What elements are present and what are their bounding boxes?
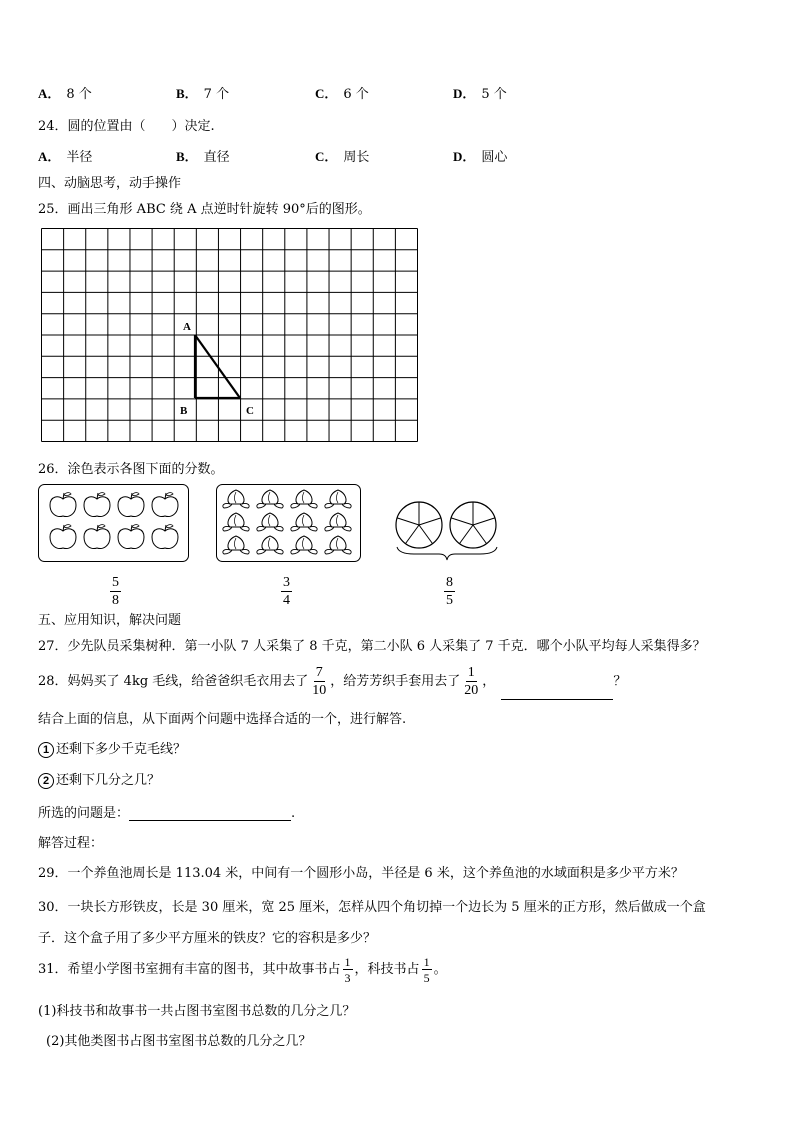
q28-solution-label: 解答过程： [38,836,104,851]
q31-stem: 31．希望小学图书室拥有丰富的图书，其中故事书占 $\frac{1}{3}$ ，科技书占 $\frac{1}{5}$ 。 [38,954,447,985]
q30-line-1: 30．一块长方形铁皮，长是 30 厘米，宽 25 厘米，怎样从四个角切掉一个边长为 5 厘米的正方形，然后做成一个盒 [38,900,706,915]
divided-circle [450,502,496,548]
apple-icon [152,525,178,549]
q23-option-a: A． 8 个 [38,86,92,102]
point-c-label: C [246,405,254,417]
triangle-side-ac [195,335,240,398]
q28-fraction-2: $\frac{1}{20}$ [464,664,479,698]
q30-line-2: 子．这个盒子用了多少平方厘米的铁皮？它的容积是多少？ [38,931,377,946]
q23-option-b: B． 7 个 [176,86,230,102]
q31-fraction-1: $\frac{1}{3}$ [344,954,351,985]
apple-icon [152,493,178,517]
q24-option-a: A． 半径 [38,149,93,165]
section-5-heading: 五、应用知识，解决问题 [38,613,182,628]
q29-text: 29．一个养鱼池周长是 113.04 米，中间有一个圆形小岛，半径是 6 米，这个养鱼池的水域面积是多少平方米？ [38,866,684,881]
peach-icon [291,490,317,508]
triangle-abc [195,335,240,398]
peach-icon [223,536,249,554]
q26-stem: 26．涂色表示各图下面的分数。 [38,462,224,477]
apple-icon [118,493,144,517]
rotation-grid [41,228,418,442]
q24-stem: 24．圆的位置由（ ）决定. [38,119,215,134]
fraction-apples: $\frac{5}{8}$ [112,575,119,608]
q23-option-c: C． 6 个 [315,86,369,102]
q31-sub-1: (1)科技书和故事书一共占图书室图书总数的几分之几？ [38,1004,356,1019]
peach-icon [257,513,283,531]
peach-box [216,484,361,562]
apple-icon [50,493,76,517]
peach-icon [257,536,283,554]
section-4-heading: 四、动脑思考，动手操作 [38,176,182,191]
q28-instruction: 结合上面的信息，从下面两个问题中选择合适的一个，进行解答. [38,712,407,727]
q28-selected: 所选的问题是： . [38,806,296,821]
q28-fraction-1: $\frac{7}{10}$ [312,664,327,698]
q28-selected-blank[interactable] [129,806,291,821]
q24-option-c: C． 周长 [315,149,370,165]
q24-option-b: B． 直径 [176,149,230,165]
q23-option-d: D． 5 个 [453,86,507,102]
q27-text: 27．少先队员采集树种．第一小队 7 人采集了 8 千克，第二小队 6 人采集了 7 千克．哪个小队平均每人采集得多？ [38,639,706,654]
q31-sub-2: (2)其他类图书占图书室图书总数的几分之几？ [46,1034,312,1049]
peach-icon [325,536,351,554]
q24-option-d: D． 圆心 [453,149,508,165]
divided-circle [396,502,442,548]
apple-icon [84,525,110,549]
fraction-peaches: $\frac{3}{4}$ [283,575,290,608]
peach-icon [291,536,317,554]
q31-fraction-2: $\frac{1}{5}$ [423,954,430,985]
peach-icon [325,490,351,508]
apple-icon [50,525,76,549]
q28-answer-blank[interactable] [501,685,613,700]
circle-pair [394,500,500,562]
peach-icon [325,513,351,531]
q28-choice-2: 2 还剩下几分之几？ [38,769,160,789]
q28-stem: 28．妈妈买了 4kg 毛线，给爸爸织毛衣用去了 $\frac{7}{10}$ ，给芳芳织手套用去了 $\frac{1}{20}$ ， ？ [38,664,626,700]
fraction-circles: $\frac{8}{5}$ [446,575,453,608]
apple-box [38,484,189,562]
q25-stem: 25．画出三角形 ABC 绕 A 点逆时针旋转 90°后的图形。 [38,202,371,217]
point-a-label: A [183,321,191,333]
brace [397,547,497,560]
peach-icon [257,490,283,508]
point-b-label: B [180,405,188,417]
peach-icon [223,513,249,531]
apple-icon [118,525,144,549]
q28-choice-1: 1 还剩下多少千克毛线？ [38,738,186,758]
peach-icon [223,490,249,508]
peach-icon [291,513,317,531]
apple-icon [84,493,110,517]
